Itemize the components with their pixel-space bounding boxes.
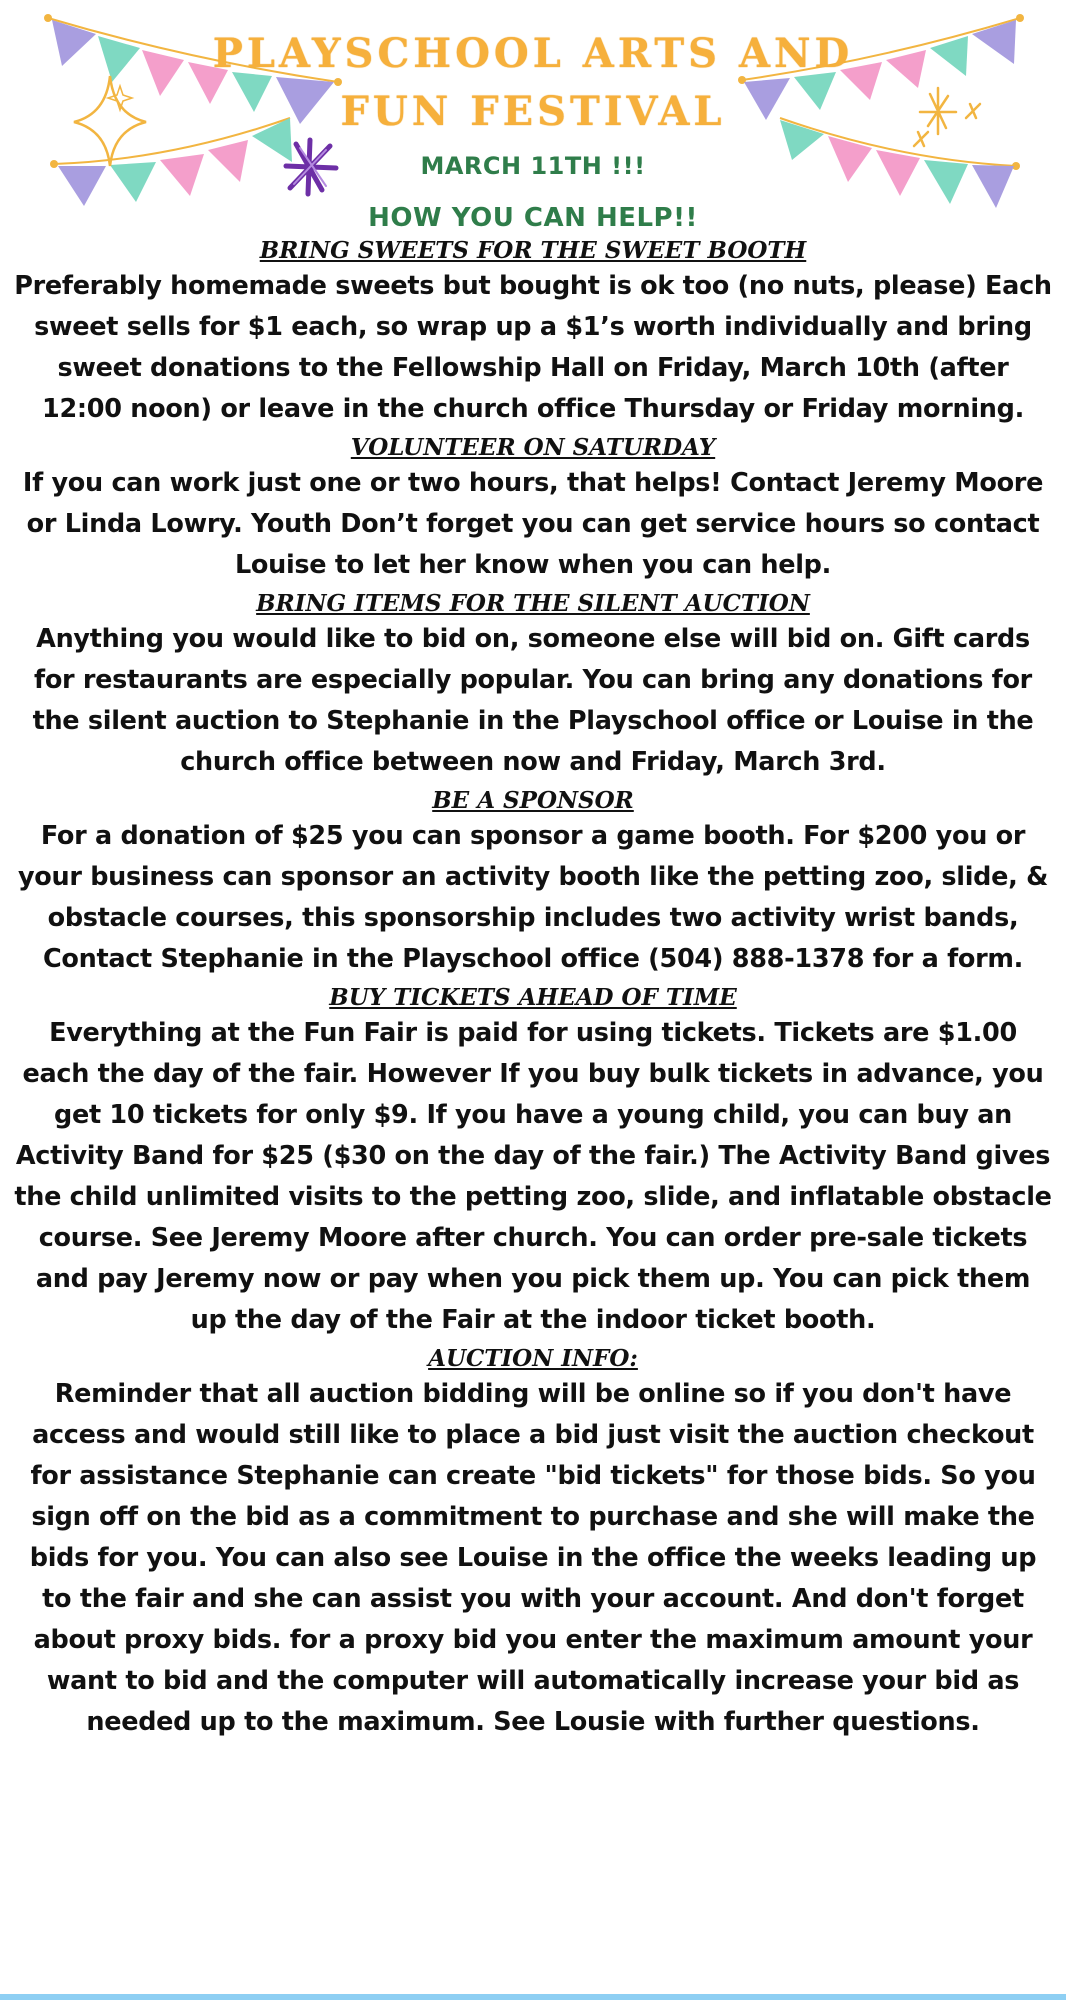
section-sweet-booth bbox=[14, 236, 1052, 430]
section-body: Reminder that all auction bidding will be online so if you don't have access and would still like to place a bid just visit the auction checkout for assistance Stephanie can create "bid tickets" for those bids. So you sign off on the bid as a commitment to purchase and she will make the bids for you. You can also see Louise in the office the weeks leading up to the fair and she can assist you with your account. And don't forget about proxy bids. for a proxy bid you enter the maximum amount your want to bid and the computer will automatically increase your bid as needed up to the maximum. See Lousie with further questions. bbox=[29, 1379, 1037, 1737]
section-sponsor bbox=[14, 786, 1052, 980]
section-auction-info bbox=[14, 1344, 1052, 1743]
festival-title-line1: PLAYSCHOOL ARTS AND bbox=[212, 30, 854, 77]
section-body: If you can work just one or two hours, that helps! Contact Jeremy Moore or Linda Lowry. Youth Don’t forget you can get service hours so contact Louise to let her know when you can help. bbox=[22, 468, 1044, 580]
section-body: For a donation of $25 you can sponsor a game booth. For $200 you or your business can sponsor an activity booth like the petting zoo, slide, & obstacle courses, this sponsorship includes two activity wrist bands, Contact Stephanie in the Playschool office (504) 888-1378 for a form. bbox=[17, 821, 1049, 974]
section-heading: BE A SPONSOR bbox=[432, 787, 634, 814]
section-heading: AUCTION INFO: bbox=[428, 1345, 638, 1372]
event-date: MARCH 11TH !!! bbox=[420, 152, 646, 180]
section-volunteer bbox=[14, 433, 1052, 586]
section-heading: VOLUNTEER ON SATURDAY bbox=[350, 434, 716, 461]
sections-container bbox=[14, 236, 1052, 1746]
section-silent-auction bbox=[14, 589, 1052, 783]
section-body: Preferably homemade sweets but bought is ok too (no nuts, please) Each sweet sells for $1 each, so wrap up a $1’s worth individually and bring sweet donations to the Fellowship Hall on Friday, March 10th (after 12:00 noon) or leave in the church office Thursday or Friday morning. bbox=[14, 271, 1052, 424]
section-heading: BRING SWEETS FOR THE SWEET BOOTH bbox=[259, 237, 807, 264]
help-heading: HOW YOU CAN HELP!! bbox=[368, 203, 698, 233]
flyer-header bbox=[0, 0, 1066, 240]
section-heading: BUY TICKETS AHEAD OF TIME bbox=[329, 984, 737, 1011]
section-body: Everything at the Fun Fair is paid for using tickets. Tickets are $1.00 each the day of the fair. However If you buy bulk tickets in advance, you get 10 tickets for only $9. If you have a young child, you can buy an Activity Band for $25 ($30 on the day of the fair.) The Activity Band gives the child unlimited visits to the petting zoo, slide, and inflatable obstacle course. See Jeremy Moore after church. You can order pre-sale tickets and pay Jeremy now or pay when you pick them up. You can pick them up the day of the Fair at the indoor ticket booth. bbox=[14, 1018, 1052, 1335]
section-heading: BRING ITEMS FOR THE SILENT AUCTION bbox=[256, 590, 810, 617]
festival-title-line2: FUN FESTIVAL bbox=[340, 88, 726, 135]
section-tickets bbox=[14, 983, 1052, 1341]
bottom-border bbox=[0, 1994, 1066, 2000]
section-body: Anything you would like to bid on, someone else will bid on. Gift cards for restaurants are especially popular. You can bring any donations for the silent auction to Stephanie in the Playschool office or Louise in the church office between now and Friday, March 3rd. bbox=[32, 624, 1034, 777]
